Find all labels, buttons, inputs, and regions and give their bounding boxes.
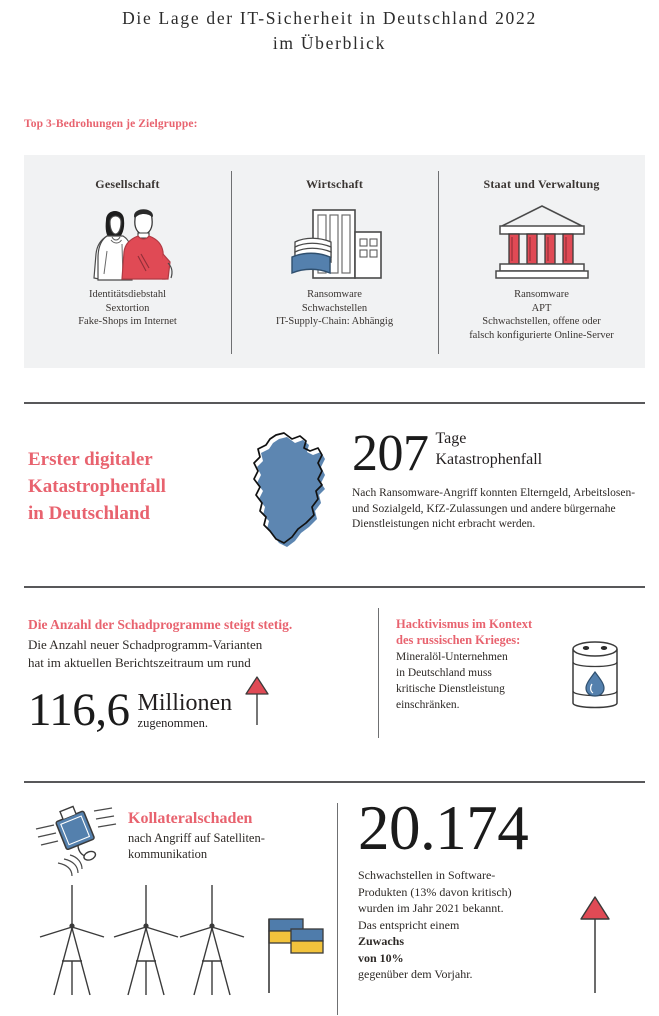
disaster-unit (436, 429, 543, 470)
malware-hacktivism-section (0, 586, 659, 781)
threat-item: Schwachstellen, offene oder (482, 316, 601, 327)
disaster-body: Nach Ransomware-Angriff konnten Elterngeld, Arbeitslosen- und Sozialgeld, KfZ-Zulassungen und andere bürgernahe Dienstleistungen nicht erbracht werden. (352, 487, 636, 530)
column-title: Wirtschaft (305, 177, 364, 191)
germany-map-icon (243, 428, 338, 558)
page-title (0, 6, 659, 56)
hacktivism-title-l2: des russischen Krieges: (396, 633, 521, 647)
oil-barrel-icon (565, 637, 625, 722)
vulnerabilities-number: 20.174 (358, 793, 529, 863)
vulnerabilities-body (358, 867, 563, 983)
malware-block (28, 616, 358, 734)
vulnerabilities-body-l2: Produkten (13% davon kritisch) (358, 884, 512, 899)
vuln-l5-bold: von 10% (358, 950, 404, 965)
malware-sub (28, 636, 358, 671)
hacktivism-body (396, 649, 556, 713)
vulnerabilities-body-l4 (358, 917, 563, 950)
malware-sub-l1: Die Anzahl neuer Schadprogramm-Varianten (28, 637, 263, 652)
title-line-2: im Überblick (272, 33, 387, 53)
two-people-icon (76, 196, 180, 282)
collateral-vulnerabilities-section (0, 781, 659, 1016)
threat-item: Fake-Shops im Internet (78, 316, 177, 327)
disaster-unit-l1: Tage (435, 430, 467, 447)
disaster-headline (28, 446, 228, 527)
threat-column-gesellschaft (24, 155, 231, 368)
threat-item: Schwachstellen (301, 302, 368, 314)
title-line-1: Die Lage der IT-Sicherheit in Deutschland 2022 (122, 8, 537, 28)
column-threat-list (276, 288, 393, 329)
column-threat-list (78, 288, 177, 329)
ukraine-flag-icon (245, 891, 325, 1000)
collateral-sub-l2: kommunikation (128, 847, 208, 861)
disaster-headline-l2: Katastrophenfall (28, 476, 166, 497)
vuln-l4-bold: Zuwachs (358, 934, 405, 948)
threat-item: Identitätsdiebstahl (89, 289, 166, 300)
malware-number: 116,6 (28, 684, 130, 736)
vertical-divider (378, 608, 379, 738)
column-threat-list (469, 288, 614, 342)
disaster-section (0, 402, 659, 586)
malware-sub-l2: hat im aktuellen Berichtszeitraum um rund (28, 654, 251, 670)
office-buildings-files-icon (283, 196, 387, 282)
hacktivism-body-l2: in Deutschland muss (396, 667, 492, 679)
vulnerabilities-body-l5 (358, 950, 563, 983)
hacktivism-block (396, 616, 556, 713)
malware-title: Die Anzahl der Schadprogramme steigt stetig. (28, 617, 293, 632)
disaster-headline-l3: in Deutschland (28, 503, 150, 524)
collateral-title: Kollateralschaden (128, 810, 253, 827)
hacktivism-body-l3: kritische Dienstleistung (396, 683, 505, 695)
threats-kicker: Top 3-Bedrohungen je Zielgruppe: (24, 118, 198, 130)
disaster-headline-l1: Erster digitaler (28, 449, 153, 470)
column-title: Gesellschaft (95, 177, 160, 191)
hacktivism-body-l4: einschränken. (396, 699, 460, 711)
wind-turbine-group (24, 881, 254, 1004)
disaster-number-row (352, 425, 642, 482)
collateral-headline (128, 809, 338, 862)
threat-item: Ransomware (307, 289, 362, 300)
arrow-up-red-icon (244, 675, 270, 732)
threat-column-staat (438, 155, 645, 368)
vuln-l5-post: gegenüber dem Vorjahr. (358, 967, 473, 981)
threats-columns (24, 155, 645, 368)
malware-unit-sub: zugenommen. (137, 716, 208, 730)
malware-unit: Millionen (137, 690, 233, 716)
satellite-icon (32, 799, 122, 882)
disaster-stat (352, 425, 642, 533)
disaster-unit-l2: Katastrophenfall (435, 450, 543, 468)
malware-number-row (28, 675, 358, 734)
threat-item: Sextortion (105, 302, 150, 314)
vulnerabilities-body-l1: Schwachstellen in Software- (358, 868, 496, 882)
column-title: Staat und Verwaltung (483, 177, 600, 191)
government-temple-icon (490, 196, 594, 282)
threat-item: Ransomware (514, 289, 569, 300)
vulnerabilities-body-l3: wurden im Jahr 2021 bekannt. (358, 901, 504, 915)
threat-item: IT-Supply-Chain: Abhängig (275, 316, 394, 327)
hacktivism-body-l1: Mineralöl-Unternehmen (396, 651, 508, 663)
threat-column-wirtschaft (231, 155, 438, 368)
hacktivism-title-l1: Hacktivismus im Kontext (396, 617, 533, 631)
disaster-number: 207 (352, 425, 429, 482)
arrow-up-red-icon (578, 895, 612, 1000)
threat-item: falsch konfigurierte Online-Server (469, 329, 614, 341)
vuln-l4-pre: Das entspricht einem (358, 917, 460, 932)
collateral-sub (128, 830, 338, 862)
hacktivism-title (396, 616, 556, 648)
collateral-sub-l1: nach Angriff auf Satelliten- (128, 831, 265, 845)
malware-unit-block (138, 691, 233, 734)
threat-item: APT (531, 302, 552, 314)
